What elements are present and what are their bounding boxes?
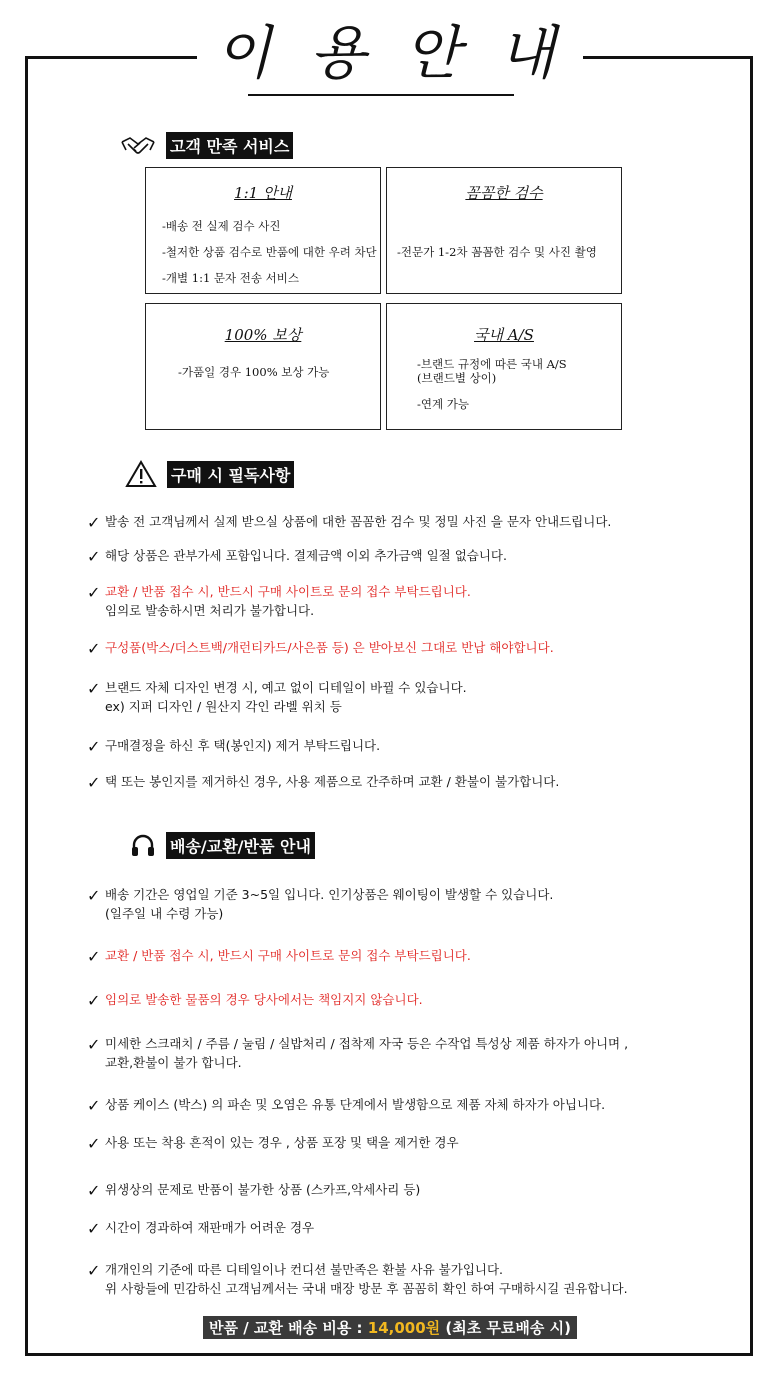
- section-customer-service-header: [120, 132, 293, 159]
- item-text: 개개인의 기준에 따른 디테일이나 컨디션 불만족은 환불 사유 불가입니다.: [105, 1262, 504, 1277]
- box-title: 꼼꼼한 검수: [465, 184, 543, 202]
- item-subtext: 교환,환불이 불가 합니다.: [105, 1055, 242, 1070]
- check-icon: ✓: [87, 583, 101, 602]
- cost-value: 14,000원: [367, 1319, 441, 1337]
- item-text: 사용 또는 착용 흔적이 있는 경우 , 상품 포장 및 택을 제거한 경우: [105, 1135, 459, 1150]
- warning-icon: [125, 460, 157, 488]
- box-title: 국내 A/S: [474, 326, 534, 344]
- cost-prefix: 반품 / 교환 배송 비용 :: [209, 1319, 368, 1337]
- shipping-item: [87, 885, 554, 923]
- title-wrap: [0, 18, 780, 88]
- item-text: 발송 전 고객님께서 실제 받으실 상품에 대한 꼼꼼한 검수 및 정밀 사진 을 문자 안내드립니다.: [105, 514, 612, 529]
- notice-item: [87, 512, 612, 532]
- shipping-item: [87, 1133, 459, 1153]
- headset-icon: [130, 833, 156, 859]
- box-line: -브랜드 규정에 따른 국내 A/S: [417, 357, 567, 371]
- item-text: 위생상의 문제로 반품이 불가한 상품 (스카프,악세사리 등): [105, 1182, 421, 1197]
- shipping-item: [87, 1095, 606, 1115]
- section-label: 배송/교환/반품 안내: [166, 832, 315, 859]
- box-line: -전문가 1-2차 꼼꼼한 검수 및 사진 촬영: [397, 245, 597, 259]
- box-title: 100% 보상: [224, 326, 302, 344]
- item-subtext: 위 사항들에 민감하신 고객님께서는 국내 매장 방문 후 꼼꼼히 확인 하여 구매하시길 권유합니다.: [105, 1281, 628, 1296]
- item-text: 교환 / 반품 접수 시, 반드시 구매 사이트로 문의 접수 부탁드립니다.: [105, 948, 471, 963]
- check-icon: ✓: [87, 513, 101, 532]
- check-icon: ✓: [87, 737, 101, 756]
- check-icon: ✓: [87, 1096, 101, 1115]
- check-icon: ✓: [87, 1219, 101, 1238]
- item-text: 택 또는 봉인지를 제거하신 경우, 사용 제품으로 간주하며 교환 / 환불이 불가합니다.: [105, 774, 560, 789]
- notice-item: [87, 678, 467, 716]
- return-cost-bar: [203, 1316, 577, 1339]
- item-subtext: ex) 지퍼 디자인 / 원산지 각인 라벨 위치 등: [105, 699, 342, 714]
- notice-item: [87, 772, 560, 792]
- item-text: 브랜드 자체 디자인 변경 시, 예고 없이 디테일이 바뀔 수 있습니다.: [105, 680, 467, 695]
- section-label: 고객 만족 서비스: [166, 132, 293, 159]
- item-text: 미세한 스크래치 / 주름 / 눌림 / 실밥처리 / 접착제 자국 등은 수작업 특성상 제품 하자가 아니며 ,: [105, 1036, 629, 1051]
- notice-item: [87, 546, 507, 566]
- section-label: 구매 시 필독사항: [167, 461, 294, 488]
- box-line: -연계 가능: [417, 397, 469, 411]
- box-line: (브랜드별 상이): [417, 371, 497, 385]
- shipping-item: [87, 990, 423, 1010]
- check-icon: ✓: [87, 1181, 101, 1200]
- section-shipping-header: [130, 832, 315, 859]
- item-text: 구매결정을 하신 후 택(봉인지) 제거 부탁드립니다.: [105, 738, 381, 753]
- item-subtext: 임의로 발송하시면 처리가 불가합니다.: [105, 603, 315, 618]
- notice-item: [87, 736, 381, 756]
- check-icon: ✓: [87, 1134, 101, 1153]
- shipping-item: [87, 1180, 421, 1200]
- handshake-icon: [120, 134, 156, 158]
- check-icon: ✓: [87, 639, 101, 658]
- section-purchase-notice-header: [125, 460, 294, 488]
- service-box-1on1: [145, 167, 381, 294]
- check-icon: ✓: [87, 947, 101, 966]
- cost-suffix: (최초 무료배송 시): [440, 1319, 571, 1337]
- shipping-item: [87, 1260, 628, 1298]
- check-icon: ✓: [87, 991, 101, 1010]
- service-box-guarantee: [145, 303, 381, 430]
- item-text: 임의로 발송한 물품의 경우 당사에서는 책임지지 않습니다.: [105, 992, 423, 1007]
- shipping-item: [87, 1218, 315, 1238]
- item-text: 상품 케이스 (박스) 의 파손 및 오염은 유통 단계에서 발생함으로 제품 자체 하자가 아닙니다.: [105, 1097, 606, 1112]
- title-underline: [248, 94, 514, 96]
- service-box-inspection: [386, 167, 622, 294]
- box-line: -개별 1:1 문자 전송 서비스: [162, 271, 299, 285]
- item-text: 구성품(박스/더스트백/개런티카드/사은품 등) 은 받아보신 그대로 반납 해야합니다.: [105, 640, 554, 655]
- check-icon: ✓: [87, 547, 101, 566]
- box-line: -배송 전 실제 검수 사진: [162, 219, 281, 233]
- page-title: 이 용 안 내: [197, 18, 582, 88]
- check-icon: ✓: [87, 886, 101, 905]
- check-icon: ✓: [87, 1035, 101, 1054]
- return-cost-footer: [0, 1316, 780, 1339]
- check-icon: ✓: [87, 1261, 101, 1280]
- box-line: -가품일 경우 100% 보상 가능: [178, 365, 330, 379]
- item-text: 시간이 경과하여 재판매가 어려운 경우: [105, 1220, 315, 1235]
- box-title: 1:1 안내: [234, 184, 292, 202]
- item-subtext: (일주일 내 수령 가능): [105, 906, 224, 921]
- notice-item: [87, 638, 554, 658]
- check-icon: ✓: [87, 679, 101, 698]
- item-text: 교환 / 반품 접수 시, 반드시 구매 사이트로 문의 접수 부탁드립니다.: [105, 584, 471, 599]
- check-icon: ✓: [87, 773, 101, 792]
- shipping-item: [87, 1034, 629, 1072]
- item-text: 배송 기간은 영업일 기준 3~5일 입니다. 인기상품은 웨이팅이 발생할 수 있습니다.: [105, 887, 554, 902]
- shipping-item: [87, 946, 471, 966]
- box-line: -철저한 상품 검수로 반품에 대한 우려 차단: [162, 245, 377, 259]
- service-box-as: [386, 303, 622, 430]
- notice-item: [87, 582, 471, 620]
- item-text: 해당 상품은 관부가세 포함입니다. 결제금액 이외 추가금액 일절 없습니다.: [105, 548, 507, 563]
